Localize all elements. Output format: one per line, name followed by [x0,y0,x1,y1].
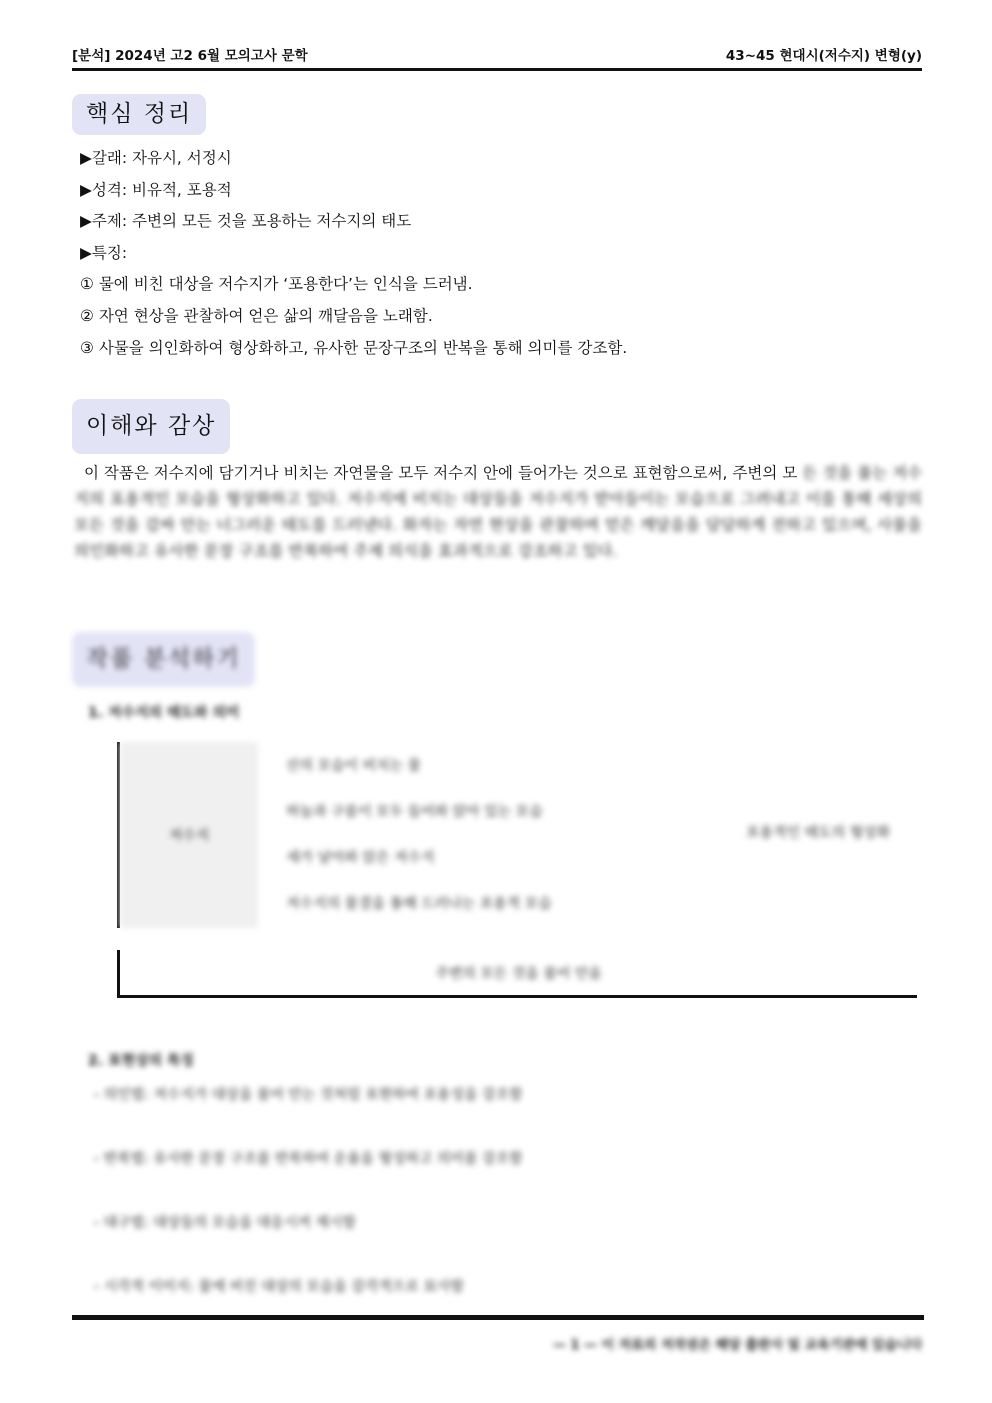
analysis-box-line: 저수지의 물결을 통해 드러나는 포용적 모습 [286,896,552,912]
analysis-box-label: 저수지 [120,742,258,928]
summary-genre: ▶갈래: 자유시, 서정시 [80,149,232,167]
header-divider [72,68,922,71]
section-title-appreciation: 이해와 감상 [72,399,230,454]
analysis-box [117,742,917,928]
analysis-box-line: 하늘과 구름이 모두 들어와 앉아 있는 모습 [286,804,543,820]
summary-character: ▶성격: 비유적, 포용적 [80,180,232,199]
summary-feature-1: ① 물에 비친 대상을 저수지가 ‘포용한다’는 인식을 드러냄. [80,275,473,294]
analysis-box-line: 산의 모습이 비치는 물 [286,758,422,774]
page-footer: — 1 — 이 자료의 저작권은 해당 출판사 및 교육기관에 있습니다 [552,1338,922,1353]
analysis-conclusion: 주변의 모든 것을 품어 안음 [435,965,602,982]
footer-divider [72,1315,924,1320]
section-title-analysis: 작품 분석하기 [72,632,255,687]
summary-feature-3: ③ 사물을 의인화하여 형상화하고, 유사한 문장구조의 반복을 통해 의미를 강조함. [80,338,628,357]
expression-item: - 대구법: 대상들의 모습을 대응시켜 제시함 [94,1215,356,1231]
appreciation-first-line: 이 작품은 저수지에 담기거나 비치는 자연물을 모두 저수지 안에 들어가는 것으로 표현함으로써, 주변의 모 [83,464,798,482]
header-left: [분석] 2024년 고2 6월 모의고사 문학 [72,48,308,64]
analysis-box-lines [286,754,552,938]
analysis-box-line: 새가 날아와 앉은 저수지 [286,850,435,866]
analysis-box-side: 포용적인 태도의 형상화 [746,825,891,841]
expression-item: - 의인법: 저수지가 대상을 품어 안는 것처럼 표현하여 포용성을 강조함 [94,1087,523,1103]
summary-feature-2: ② 자연 현상을 관찰하여 얻은 삶의 깨달음을 노래함. [80,306,433,325]
analysis-subheading-1: 1. 저수지의 태도와 의미 [88,705,240,721]
expression-list [94,1084,523,1340]
appreciation-paragraph [74,460,922,564]
section-title-summary: 핵심 정리 [72,94,206,135]
expression-item: - 반복법: 유사한 문장 구조를 반복하여 운율을 형성하고 의미를 강조함 [94,1151,523,1167]
analysis-conclusion-box [117,950,917,998]
analysis-subheading-2: 2. 표현상의 특징 [88,1053,194,1069]
summary-features: ▶특징: [80,243,128,262]
summary-theme: ▶주제: 주변의 모든 것을 포용하는 저수지의 태도 [80,212,412,231]
expression-item: - 시각적 이미지: 물에 비친 대상의 모습을 감각적으로 묘사함 [94,1279,464,1295]
appreciation-rest: 든 것을 품는 저수지의 포용적인 모습을 형상화하고 있다. 저수지에 비치는 대상들을 저수지가 받아들이는 모습으로 그려내고 이를 통해 세상의 모든 것을 감싸 안는 너그러운 태도를 드러낸다. 화자는 자연 현상을 관찰하며 얻은 깨달음을 담담하게 전하고 있으며, 사물을 의인화하고 유사한 문장 구조를 반복하여 주제 의식을 효과적으로 강조하고 있다. [74,464,922,560]
header-right: 43~45 현대시(저수지) 변형(y) [725,48,922,64]
summary-list [80,146,920,367]
page-header [72,44,922,66]
